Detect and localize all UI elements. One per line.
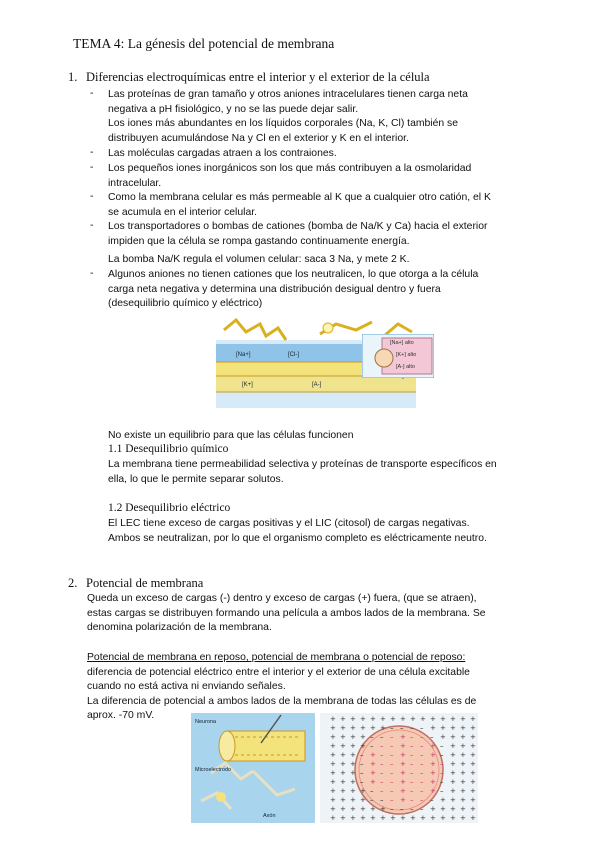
label-a: [A-] <box>312 382 322 388</box>
bullet-1: Las proteínas de gran tamaño y otros aniones intracelulares tienen carga neta negativa a pH fisiológico, y no se las puede dejar salir. Los iones más abundantes en los líquidos corporales (Na, K, Cl) también se distribuyen acumulándose Na y Cl en el exterior y K en el interior. <box>108 89 468 144</box>
charge-mark: – <box>360 751 364 759</box>
charge-mark: + <box>460 787 466 795</box>
bullet-dash: - <box>90 191 94 202</box>
charge-mark: + <box>360 787 366 795</box>
charge-mark: + <box>370 805 376 813</box>
charge-mark: + <box>450 760 456 768</box>
charge-mark: – <box>410 769 414 777</box>
charge-mark: – <box>410 724 414 732</box>
charge-mark: + <box>470 787 476 795</box>
charge-mark: + <box>350 805 356 813</box>
charge-mark: + <box>470 715 476 723</box>
charge-mark: + <box>350 724 356 732</box>
charge-mark: – <box>400 724 404 732</box>
figure-inset-cell <box>362 334 434 378</box>
charge-mark: + <box>360 742 366 750</box>
charge-mark: + <box>440 715 446 723</box>
charge-mark: – <box>410 751 414 759</box>
charge-mark: + <box>440 733 446 741</box>
charge-mark: – <box>420 778 424 786</box>
section-2-title: Potencial de membrana <box>86 576 204 590</box>
charge-mark: + <box>450 724 456 732</box>
bullet-4: Los pequeños iones inorgánicos son los que más contribuyen a la osmolaridad intracelular. <box>108 163 472 189</box>
charge-mark: – <box>360 778 364 786</box>
charge-mark: – <box>380 733 384 741</box>
charge-mark: – <box>380 787 384 795</box>
bullet-dash: - <box>90 220 94 231</box>
charge-mark: + <box>430 751 436 759</box>
charge-mark: + <box>400 715 406 723</box>
charge-mark: – <box>400 805 404 813</box>
charge-mark: + <box>340 760 346 768</box>
charge-mark: + <box>380 805 386 813</box>
charge-mark: + <box>380 724 386 732</box>
charge-mark: + <box>450 787 456 795</box>
after-figure-text: No existe un equilibrio para que las células funcionen <box>108 430 354 441</box>
charge-mark: – <box>430 733 434 741</box>
charge-mark: – <box>380 778 384 786</box>
charge-mark: – <box>380 742 384 750</box>
charge-mark: + <box>330 742 336 750</box>
charge-mark: + <box>340 733 346 741</box>
charge-mark: + <box>330 760 336 768</box>
charge-mark: – <box>380 751 384 759</box>
charge-mark: + <box>470 778 476 786</box>
charge-mark: – <box>440 742 444 750</box>
charge-mark: + <box>330 733 336 741</box>
charge-mark: – <box>390 742 394 750</box>
charge-mark: + <box>350 742 356 750</box>
charge-mark: + <box>370 760 376 768</box>
charge-mark: + <box>360 805 366 813</box>
charge-mark: + <box>330 805 336 813</box>
label-cl: [Cl-] <box>288 352 299 358</box>
charge-mark: – <box>420 805 424 813</box>
charge-mark: + <box>430 778 436 786</box>
bullet-8: Algunos aniones no tienen cationes que los neutralicen, lo que otorga a la célula carga neta negativa y determina una distribución desigual dentro y fuera (desequilibrio químico y eléctrico) <box>108 269 479 310</box>
charge-mark: + <box>430 742 436 750</box>
charge-mark: + <box>430 805 436 813</box>
charge-mark: + <box>470 769 476 777</box>
charge-mark: + <box>340 751 346 759</box>
charge-mark: – <box>390 796 394 804</box>
charge-mark: + <box>350 796 356 804</box>
charge-mark: + <box>360 715 366 723</box>
charge-mark: – <box>390 751 394 759</box>
charge-mark: + <box>400 760 406 768</box>
charge-mark: – <box>390 724 394 732</box>
charge-mark: + <box>410 715 416 723</box>
charge-mark: – <box>390 805 394 813</box>
charge-mark: + <box>350 787 356 795</box>
charge-mark: + <box>400 814 406 822</box>
charge-mark: – <box>410 796 414 804</box>
charge-mark: + <box>330 814 336 822</box>
charge-mark: + <box>430 814 436 822</box>
charge-mark: – <box>370 787 374 795</box>
fig2-label-neurona: Neurona <box>195 719 217 725</box>
charge-mark: + <box>370 814 376 822</box>
charge-mark: – <box>390 769 394 777</box>
charge-mark: + <box>430 724 436 732</box>
charge-mark: + <box>470 814 476 822</box>
charge-mark: + <box>460 778 466 786</box>
charge-mark: – <box>370 742 374 750</box>
charge-mark: + <box>400 778 406 786</box>
charge-mark: + <box>460 805 466 813</box>
charge-mark: + <box>470 724 476 732</box>
charge-mark: – <box>420 724 424 732</box>
charge-pattern <box>330 715 476 822</box>
inset-label-k: [K+] alto <box>396 352 417 358</box>
charge-mark: + <box>460 715 466 723</box>
charge-mark: + <box>450 796 456 804</box>
charge-mark: + <box>350 715 356 723</box>
fig2-label-axon: Axón <box>263 813 276 819</box>
charge-mark: + <box>400 787 406 795</box>
sub-heading-1-2: 1.2 Desequilibrio eléctrico <box>108 502 231 514</box>
charge-mark: + <box>330 796 336 804</box>
charge-mark: + <box>400 733 406 741</box>
charge-mark: – <box>430 796 434 804</box>
charge-mark: – <box>440 778 444 786</box>
charge-mark: + <box>450 733 456 741</box>
charge-mark: – <box>420 751 424 759</box>
definition-title: Potencial de membrana en reposo, potencial de membrana o potencial de reposo: <box>87 652 466 663</box>
charge-mark: + <box>360 814 366 822</box>
charge-mark: – <box>370 733 374 741</box>
charge-mark: + <box>360 733 366 741</box>
charge-mark: + <box>340 778 346 786</box>
charge-mark: + <box>370 724 376 732</box>
section-2-number: 2. <box>68 576 78 590</box>
charge-mark: – <box>440 769 444 777</box>
charge-mark: + <box>440 805 446 813</box>
charge-mark: + <box>400 769 406 777</box>
charge-mark: + <box>430 760 436 768</box>
section-2-heading <box>68 576 203 591</box>
charge-mark: + <box>450 805 456 813</box>
charge-mark: – <box>390 787 394 795</box>
sub-heading-1-1: 1.1 Desequilibrio químico <box>108 443 229 455</box>
charge-mark: – <box>440 760 444 768</box>
charge-mark: – <box>440 787 444 795</box>
charge-mark: – <box>420 742 424 750</box>
charge-mark: – <box>380 796 384 804</box>
charge-mark: + <box>330 769 336 777</box>
charge-mark: + <box>470 751 476 759</box>
charge-mark: + <box>450 742 456 750</box>
charge-mark: + <box>350 751 356 759</box>
charge-mark: – <box>390 760 394 768</box>
charge-mark: – <box>410 742 414 750</box>
charge-mark: + <box>380 715 386 723</box>
charge-mark: + <box>440 796 446 804</box>
charge-mark: + <box>340 814 346 822</box>
inset-label-na: [Na+] alto <box>390 340 414 346</box>
sub-1-2-text: El LEC tiene exceso de cargas positivas y el LIC (citosol) de cargas negativas. Ambos se neutralizan, por lo que el organismo completo es eléctricamente neutro. <box>108 518 487 544</box>
charge-mark: + <box>470 742 476 750</box>
charge-mark: + <box>470 805 476 813</box>
bullet-7: La bomba Na/K regula el volumen celular: saca 3 Na, y mete 2 K. <box>108 254 410 265</box>
charge-mark: – <box>410 778 414 786</box>
charge-mark: + <box>470 733 476 741</box>
charge-mark: + <box>450 751 456 759</box>
charge-mark: + <box>390 715 396 723</box>
charge-mark: + <box>340 787 346 795</box>
charge-mark: + <box>450 778 456 786</box>
bullet-dash: - <box>90 268 94 279</box>
charge-mark: + <box>350 733 356 741</box>
charge-mark: + <box>430 715 436 723</box>
charge-mark: + <box>400 751 406 759</box>
charge-mark: + <box>420 715 426 723</box>
charge-mark: + <box>360 724 366 732</box>
charge-mark: + <box>420 814 426 822</box>
charge-mark: – <box>370 796 374 804</box>
sub-1-1-text: La membrana tiene permeabilidad selectiva y proteínas de transporte específicos en ella, lo que le permite separar solutos. <box>108 459 497 485</box>
bullet-5: Como la membrana celular es más permeable al K que a cualquier otro catión, el K se acumula en el interior celular. <box>108 192 491 218</box>
charge-mark: + <box>460 814 466 822</box>
charge-mark: – <box>360 760 364 768</box>
charge-mark: – <box>390 778 394 786</box>
charge-mark: + <box>330 715 336 723</box>
figure-neuron-electrode <box>191 713 315 823</box>
charge-mark: + <box>460 796 466 804</box>
charge-mark: + <box>470 796 476 804</box>
bullet-dash: - <box>90 88 94 99</box>
charge-mark: + <box>400 742 406 750</box>
bullet-dash: - <box>90 162 94 173</box>
label-k: [K+] <box>242 382 253 388</box>
bullet-3: Las moléculas cargadas atraen a los contraiones. <box>108 148 337 159</box>
charge-mark: + <box>330 787 336 795</box>
charge-mark: + <box>400 796 406 804</box>
charge-mark: + <box>370 769 376 777</box>
charge-mark: + <box>340 742 346 750</box>
charge-mark: + <box>330 778 336 786</box>
charge-mark: + <box>460 760 466 768</box>
charge-mark: + <box>340 805 346 813</box>
charge-mark: + <box>450 769 456 777</box>
charge-mark: + <box>430 787 436 795</box>
charge-mark: – <box>410 760 414 768</box>
charge-mark: + <box>450 814 456 822</box>
page-title: TEMA 4: La génesis del potencial de membrana <box>73 36 335 51</box>
charge-mark: + <box>360 796 366 804</box>
charge-mark: – <box>380 760 384 768</box>
charge-mark: – <box>410 787 414 795</box>
charge-mark: + <box>340 724 346 732</box>
charge-mark: + <box>370 715 376 723</box>
charge-mark: + <box>460 742 466 750</box>
charge-mark: – <box>360 769 364 777</box>
inset-label-a: [A-] alto <box>396 364 415 370</box>
charge-mark: + <box>350 778 356 786</box>
charge-mark: + <box>430 769 436 777</box>
charge-mark: + <box>460 751 466 759</box>
charge-mark: + <box>370 751 376 759</box>
bullet-dash: - <box>90 147 94 158</box>
charge-mark: – <box>380 769 384 777</box>
charge-mark: – <box>410 805 414 813</box>
charge-mark: + <box>350 769 356 777</box>
charge-mark: + <box>350 760 356 768</box>
charge-mark: + <box>470 760 476 768</box>
charge-mark: + <box>330 751 336 759</box>
bullet-6: Los transportadores o bombas de cationes (bomba de Na/K y Ca) hacia el exterior impiden que la célula se rompa gastando continuamente energía. <box>108 221 488 247</box>
charge-mark: + <box>340 715 346 723</box>
section-1-number: 1. <box>68 70 78 84</box>
charge-mark: – <box>420 733 424 741</box>
charge-mark: + <box>440 814 446 822</box>
charge-mark: + <box>330 724 336 732</box>
charge-mark: + <box>440 724 446 732</box>
charge-mark: + <box>350 814 356 822</box>
charge-mark: – <box>420 787 424 795</box>
charge-mark: + <box>410 814 416 822</box>
label-na: [Na+] <box>236 352 251 358</box>
charge-mark: + <box>370 778 376 786</box>
definition-block: Potencial de membrana en reposo, potencial de membrana o potencial de reposo: diferencia de potencial eléctrico entre el interior y el exterior de una célula excitable cuando no está activa ni enviando señales. La diferencia de potencial a ambos lados de la membrana de todas las células es de aprox. -70 mV. <box>87 651 547 724</box>
charge-mark: + <box>340 769 346 777</box>
fig2-label-micro: Microelectrodo <box>195 767 232 773</box>
charge-mark: – <box>420 796 424 804</box>
charge-mark: – <box>420 769 424 777</box>
charge-mark: – <box>410 733 414 741</box>
charge-mark: + <box>380 814 386 822</box>
section-2-paragraph: Queda un exceso de cargas (-) dentro y exceso de cargas (+) fuera, (que se atraen), estas cargas se distribuyen formando una película a ambos lados de la membrana. Se denomina polarización de la membrana. <box>87 593 486 634</box>
charge-mark: + <box>460 724 466 732</box>
charge-mark: + <box>390 814 396 822</box>
charge-mark: – <box>420 760 424 768</box>
charge-mark: + <box>340 796 346 804</box>
charge-mark: + <box>450 715 456 723</box>
charge-mark: + <box>460 733 466 741</box>
charge-mark: – <box>440 751 444 759</box>
charge-mark: + <box>460 769 466 777</box>
section-1-title: Diferencias electroquímicas entre el interior y el exterior de la célula <box>86 70 430 84</box>
section-1-heading <box>68 70 430 85</box>
figure-cell-charges <box>320 713 478 823</box>
charge-mark: – <box>390 733 394 741</box>
